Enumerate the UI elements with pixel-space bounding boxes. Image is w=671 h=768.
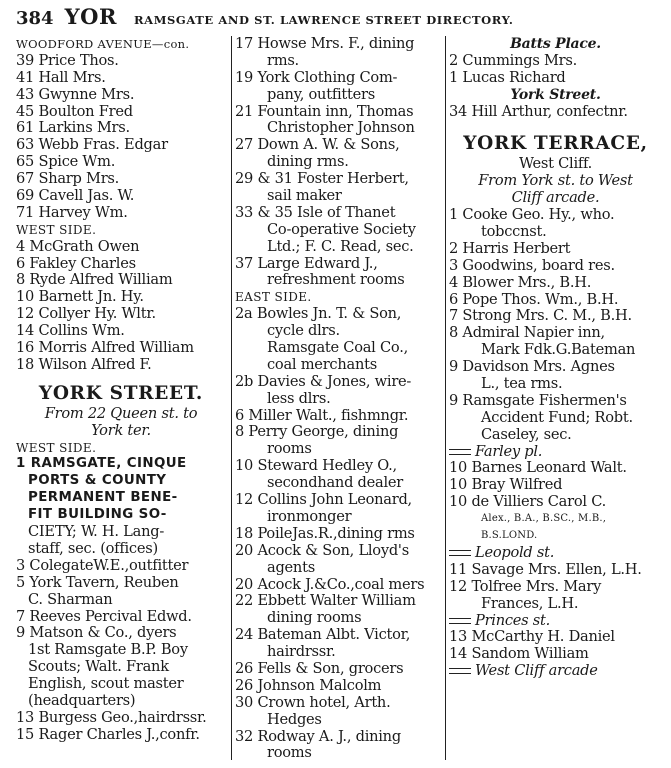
entry-bold: PORTS & COUNTY: [28, 473, 167, 489]
entry: 41 Hall Mrs.: [16, 69, 106, 86]
side-heading: WEST SIDE.: [16, 440, 97, 455]
entry: (headquarters): [28, 692, 136, 709]
entry: 10 Barnett Jn. Hy.: [16, 289, 144, 306]
entry: 30 Crown hotel, Arth.: [235, 694, 391, 711]
entry: 10 Bray Wilfred: [449, 477, 563, 494]
entry: sail maker: [267, 188, 342, 205]
entry: 1 Cooke Geo. Hy., who.: [449, 207, 615, 224]
entry: 45 Boulton Fred: [16, 103, 133, 120]
spacer: [16, 374, 226, 382]
column-3: [445, 36, 662, 760]
entry: 8 Perry George, dining: [235, 424, 399, 441]
entry: 6 Pope Thos. Wm., B.H.: [449, 291, 619, 308]
street-route: Cliff arcade.: [511, 190, 600, 207]
entry: 71 Harvey Wm.: [16, 204, 128, 221]
entry: 13 Burgess Geo.,hairdrssr.: [16, 709, 207, 726]
entry: 65 Spice Wm.: [16, 154, 116, 171]
side-heading: WEST SIDE.: [16, 222, 97, 237]
entry: C. Sharman: [28, 591, 113, 608]
entry: 20 Acock & Son, Lloyd's: [235, 542, 409, 559]
entry: tobccnst.: [481, 224, 547, 241]
entry: 43 Gwynne Mrs.: [16, 86, 135, 103]
entry: Accident Fund; Robt.: [481, 409, 633, 426]
entry: less dlrs.: [267, 390, 331, 407]
entry: 7 Reeves Percival Edwd.: [16, 608, 192, 625]
cross-street: [449, 663, 662, 680]
page-header: [16, 4, 656, 28]
double-rule-icon: [449, 668, 471, 674]
entry: rooms: [267, 745, 312, 762]
entry: 14 Collins Wm.: [16, 323, 125, 340]
street-route: From 22 Queen st. to: [44, 405, 198, 422]
entry: secondhand dealer: [267, 475, 404, 492]
entry: 2a Bowles Jn. T. & Son,: [235, 306, 402, 323]
entry: 8 Ryde Alfred William: [16, 272, 173, 289]
entry: dining rms.: [267, 154, 349, 171]
entry: Frances, L.H.: [481, 595, 579, 612]
entry: agents: [267, 559, 315, 576]
column-2: [231, 36, 446, 760]
entry: rms.: [267, 52, 299, 69]
entry: 2 Cummings Mrs.: [449, 52, 577, 69]
entry: coal merchants: [267, 356, 377, 373]
entry-bold: 1 RAMSGATE, CINQUE: [16, 456, 187, 472]
place-heading: Batts Place.: [510, 36, 601, 52]
entry: hairdrssr.: [267, 644, 336, 661]
running-title: YOR: [64, 4, 117, 29]
street-route: York ter.: [91, 422, 151, 439]
street-route: From York st. to West: [478, 173, 633, 190]
cross-street: [449, 545, 662, 562]
entry: 67 Sharp Mrs.: [16, 171, 120, 188]
entry-degrees: B.S.LOND.: [481, 530, 538, 542]
column-1: [16, 36, 226, 760]
cross-street-name: Farley pl.: [475, 443, 543, 460]
entry: 26 Johnson Malcolm: [235, 677, 382, 694]
entry: pany, outfitters: [267, 86, 375, 103]
side-heading: EAST SIDE.: [235, 290, 312, 305]
entry: Mark Fdk.G.Bateman: [481, 342, 636, 359]
entry: dining rooms: [267, 610, 362, 627]
entry: Ramsgate Coal Co.,: [267, 340, 408, 357]
double-rule-icon: [449, 449, 471, 455]
entry: 39 Price Thos.: [16, 52, 119, 69]
entry: 4 Blower Mrs., B.H.: [449, 274, 592, 291]
entry: ironmonger: [267, 508, 352, 525]
section-heading: WOODFORD AVENUE—con.: [16, 37, 190, 51]
entry: CIETY; W. H. Lang-: [28, 524, 164, 541]
entry: Caseley, sec.: [481, 426, 572, 443]
entry: 27 Down A. W. & Sons,: [235, 137, 400, 154]
entry: 9 Ramsgate Fishermen's: [449, 392, 627, 409]
entry: 6 Fakley Charles: [16, 255, 136, 272]
entry: 8 Admiral Napier inn,: [449, 325, 605, 342]
entry: 19 York Clothing Com-: [235, 69, 398, 86]
entry: 21 Fountain inn, Thomas: [235, 103, 414, 120]
entry: 11 Savage Mrs. Ellen, L.H.: [449, 561, 642, 578]
entry: cycle dlrs.: [267, 323, 340, 340]
entry: 61 Larkins Mrs.: [16, 120, 130, 137]
entry: 12 Collins John Leonard,: [235, 492, 412, 509]
entry: 69 Cavell Jas. W.: [16, 188, 135, 205]
entry: 22 Ebbett Walter William: [235, 593, 416, 610]
cross-street-name: Princes st.: [475, 612, 551, 629]
double-rule-icon: [449, 618, 471, 624]
entry: 1st Ramsgate B.P. Boy: [28, 642, 188, 659]
cross-street: [449, 613, 662, 630]
street-heading: YORK STREET.: [38, 382, 204, 404]
entry: Ltd.; F. C. Read, sec.: [267, 238, 414, 255]
entry: Christopher Johnson: [267, 120, 415, 137]
cross-street-name: Leopold st.: [475, 544, 555, 561]
place-heading: York Street.: [510, 86, 601, 103]
entry: 34 Hill Arthur, confectnr.: [449, 103, 628, 120]
page-number: 384: [16, 8, 54, 29]
entry: 26 Fells & Son, grocers: [235, 660, 404, 677]
entry: English, scout master: [28, 676, 184, 693]
entry: 9 Matson & Co., dyers: [16, 625, 177, 642]
entry: 9 Davidson Mrs. Agnes: [449, 359, 615, 376]
entry: Scouts; Walt. Frank: [28, 659, 169, 676]
entry: 20 Acock J.&Co.,coal mers: [235, 576, 425, 593]
entry: 18 PoileJas.R.,dining rms: [235, 525, 415, 542]
street-heading: YORK TERRACE,: [463, 133, 648, 155]
entry: 14 Sandom William: [449, 646, 589, 663]
entry: 15 Rager Charles J.,confr.: [16, 726, 200, 743]
entry: 12 Tolfree Mrs. Mary: [449, 578, 602, 595]
entry: 13 McCarthy H. Daniel: [449, 629, 615, 646]
entry: refreshment rooms: [267, 272, 405, 289]
entry: 18 Wilson Alfred F.: [16, 356, 152, 373]
entry: staff, sec. (offices): [28, 540, 158, 557]
entry: rooms: [267, 441, 312, 458]
entry: 5 York Tavern, Reuben: [16, 574, 179, 591]
cross-street-name: West Cliff arcade: [475, 663, 598, 680]
entry-bold: PERMANENT BENE-: [28, 490, 178, 506]
entry: 10 Barnes Leonard Walt.: [449, 460, 627, 477]
entry: 16 Morris Alfred William: [16, 340, 194, 357]
entry: 33 & 35 Isle of Thanet: [235, 204, 396, 221]
entry: 4 McGrath Owen: [16, 238, 140, 255]
entry: 1 Lucas Richard: [449, 69, 566, 86]
entry: 17 Howse Mrs. F., dining: [235, 36, 415, 52]
entry: L., tea rms.: [481, 376, 563, 393]
entry: 32 Rodway A. J., dining: [235, 728, 401, 745]
entry: 12 Collyer Hy. Wltr.: [16, 306, 156, 323]
entry: 7 Strong Mrs. C. M., B.H.: [449, 308, 632, 325]
double-rule-icon: [449, 550, 471, 556]
cross-street: [449, 444, 662, 461]
spacer: [449, 120, 662, 132]
entry: 24 Bateman Albt. Victor,: [235, 627, 411, 644]
entry-bold: FIT BUILDING SO-: [28, 507, 167, 523]
entry: 37 Large Edward J.,: [235, 255, 378, 272]
street-locality: West Cliff.: [518, 156, 593, 173]
entry: Hedges: [267, 711, 322, 728]
entry: Co-operative Society: [267, 221, 416, 238]
entry: 2b Davies & Jones, wire-: [235, 373, 412, 390]
entry: 10 de Villiers Carol C.: [449, 494, 606, 511]
entry-degrees: Alex., B.A., B.SC., M.B.,: [481, 513, 607, 525]
entry: 3 Goodwins, board res.: [449, 257, 615, 274]
entry: 3 ColegateW.E.,outfitter: [16, 557, 189, 574]
entry: 63 Webb Fras. Edgar: [16, 137, 168, 154]
directory-title: RAMSGATE AND ST. LAWRENCE STREET DIRECTORY.: [134, 13, 514, 27]
entry: 10 Steward Hedley O.,: [235, 458, 397, 475]
entry: 2 Harris Herbert: [449, 240, 571, 257]
entry: 29 & 31 Foster Herbert,: [235, 171, 409, 188]
entry: 6 Miller Walt., fishmngr.: [235, 407, 409, 424]
